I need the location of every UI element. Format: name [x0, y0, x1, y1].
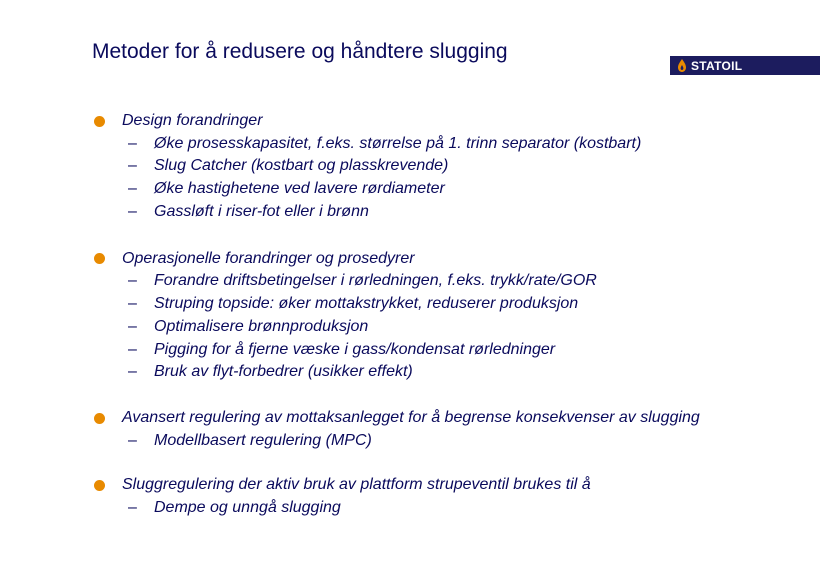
sub-item	[94, 316, 824, 339]
sub-item-text: Struping topside: øker mottakstrykket, reduserer produksjon	[154, 294, 579, 312]
sub-item	[94, 497, 824, 520]
sub-item	[94, 293, 824, 316]
bullet-text: Sluggregulering der aktiv bruk av plattform strupeventil brukes til å	[122, 476, 591, 494]
sub-item-text: Øke hastighetene ved lavere rørdiameter	[154, 180, 445, 198]
sub-item	[94, 339, 824, 362]
sub-item-text: Dempe og unngå slugging	[154, 498, 341, 516]
dash-icon: –	[128, 272, 137, 290]
sub-item	[94, 155, 824, 178]
dash-icon: –	[128, 180, 137, 198]
dash-icon: –	[128, 317, 137, 335]
dash-icon: –	[128, 202, 137, 220]
bullet-line	[94, 474, 824, 497]
bullet-dot-icon	[94, 480, 105, 491]
bullet-text: Design forandringer	[122, 112, 263, 129]
sub-item	[94, 361, 824, 384]
bullet-advanced-control	[94, 407, 824, 452]
sub-item	[94, 430, 824, 453]
bullet-line	[94, 110, 824, 133]
sub-item-text: Modellbasert regulering (MPC)	[154, 431, 372, 449]
logo-text: STATOIL	[691, 58, 743, 73]
dash-icon: –	[128, 363, 137, 381]
sub-item-text: Pigging for å fjerne væske i gass/kondensat rørledninger	[154, 340, 556, 358]
bullet-dot-icon	[94, 116, 105, 127]
sub-item-text: Forandre driftsbetingelser i rørledningen, f.eks. trykk/rate/GOR	[154, 272, 597, 290]
bullet-text: Avansert regulering av mottaksanlegget for å begrense konsekvenser av slugging	[122, 409, 700, 427]
bullet-line	[94, 248, 824, 271]
slide-title: Metoder for å redusere og håndtere slugging	[92, 40, 508, 63]
oil-drop-icon	[675, 58, 689, 73]
bullet-list	[94, 110, 824, 544]
dash-icon: –	[128, 431, 137, 449]
dash-icon: –	[128, 498, 137, 516]
sub-item-text: Gassløft i riser-fot eller i brønn	[154, 202, 369, 220]
dash-icon: –	[128, 294, 137, 312]
statoil-logo	[670, 56, 820, 75]
sub-item-text: Øke prosesskapasitet, f.eks. størrelse på 1. trinn separator (kostbart)	[154, 134, 642, 152]
dash-icon: –	[128, 157, 137, 175]
sub-item	[94, 270, 824, 293]
sub-item-text: Slug Catcher (kostbart og plasskrevende)	[154, 157, 449, 175]
dash-icon: –	[128, 340, 137, 358]
bullet-dot-icon	[94, 413, 105, 424]
bullet-slug-control	[94, 474, 824, 519]
bullet-operational	[94, 248, 824, 384]
sub-item	[94, 201, 824, 224]
sub-item-text: Optimalisere brønnproduksjon	[154, 317, 369, 335]
sub-item-text: Bruk av flyt-forbedrer (usikker effekt)	[154, 363, 413, 381]
sub-item	[94, 178, 824, 201]
bullet-line	[94, 407, 824, 430]
bullet-design	[94, 110, 824, 224]
dash-icon: –	[128, 134, 137, 152]
bullet-dot-icon	[94, 253, 105, 264]
sub-item	[94, 133, 824, 156]
bullet-text: Operasjonelle forandringer og prosedyrer	[122, 249, 415, 267]
